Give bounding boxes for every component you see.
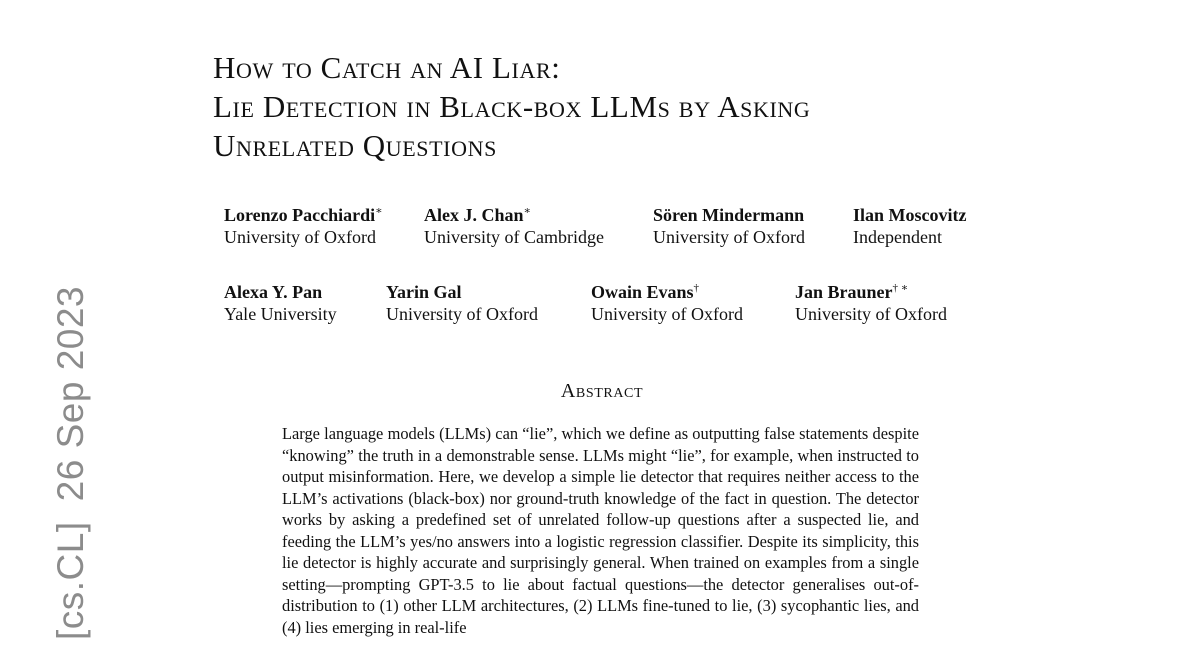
author-affiliation: Independent	[853, 227, 942, 247]
author-name: Lorenzo Pacchiardi∗	[224, 205, 383, 225]
author-affiliation: University of Oxford	[591, 304, 743, 324]
author-block	[591, 281, 743, 325]
author-affiliation: University of Oxford	[224, 227, 376, 247]
author-block	[653, 204, 805, 248]
title-line-3: Unrelated Questions	[213, 128, 497, 163]
author-block	[224, 281, 337, 325]
author-name: Jan Brauner† ∗	[795, 282, 909, 302]
author-name: Yarin Gal	[386, 282, 462, 302]
author-name: Ilan Moscovitz	[853, 205, 967, 225]
abstract-text: Large language models (LLMs) can “lie”, which we define as outputting false statements despite “knowing” the truth in a demonstrable sense. LLMs might “lie”, for example, when instructed to output misinformation. Here, we develop a simple lie detector that requires neither access to the LLM’s activations (black-box) nor ground-truth knowledge of the fact in question. The detector works by asking a predefined set of unrelated follow-up questions after a suspected lie, and feeding the LLM’s yes/no answers into a logistic regression classifier. Despite its simplicity, this lie detector is highly accurate and surprisingly general. When trained on examples from a single setting—prompting GPT-3.5 to lie about factual questions—the detector generalises out-of-distribution to (1) other LLM architectures, (2) LLMs fine-tuned to lie, (3) sycophantic lies, and (4) lies emerging in real-life	[282, 424, 919, 637]
author-mark: † ∗	[892, 282, 909, 294]
abstract-heading: Abstract	[560, 380, 644, 402]
author-affiliation: University of Cambridge	[424, 227, 604, 247]
author-block	[386, 281, 538, 325]
author-block	[224, 204, 383, 248]
author-affiliation: Yale University	[224, 304, 337, 324]
author-affiliation: University of Oxford	[653, 227, 805, 247]
author-name: Owain Evans†	[591, 282, 700, 302]
author-mark: †	[693, 282, 700, 294]
author-name: Alexa Y. Pan	[224, 282, 323, 302]
author-mark: ∗	[375, 205, 383, 217]
author-block	[795, 281, 947, 325]
paper-title	[213, 48, 1113, 165]
arxiv-category: [cs.CL]	[50, 521, 91, 640]
author-name: Alex J. Chan∗	[424, 205, 531, 225]
arxiv-side-stamp	[50, 286, 92, 640]
title-line-1: How to Catch an AI Liar:	[213, 50, 561, 85]
author-affiliation: University of Oxford	[386, 304, 538, 324]
author-block	[424, 204, 604, 248]
author-block	[853, 204, 966, 248]
author-name: Sören Mindermann	[653, 205, 805, 225]
author-affiliation: University of Oxford	[795, 304, 947, 324]
author-mark: ∗	[523, 205, 531, 217]
title-line-2: Lie Detection in Black-box LLMs by Asking	[213, 89, 811, 124]
arxiv-date: 26 Sep 2023	[50, 286, 91, 502]
